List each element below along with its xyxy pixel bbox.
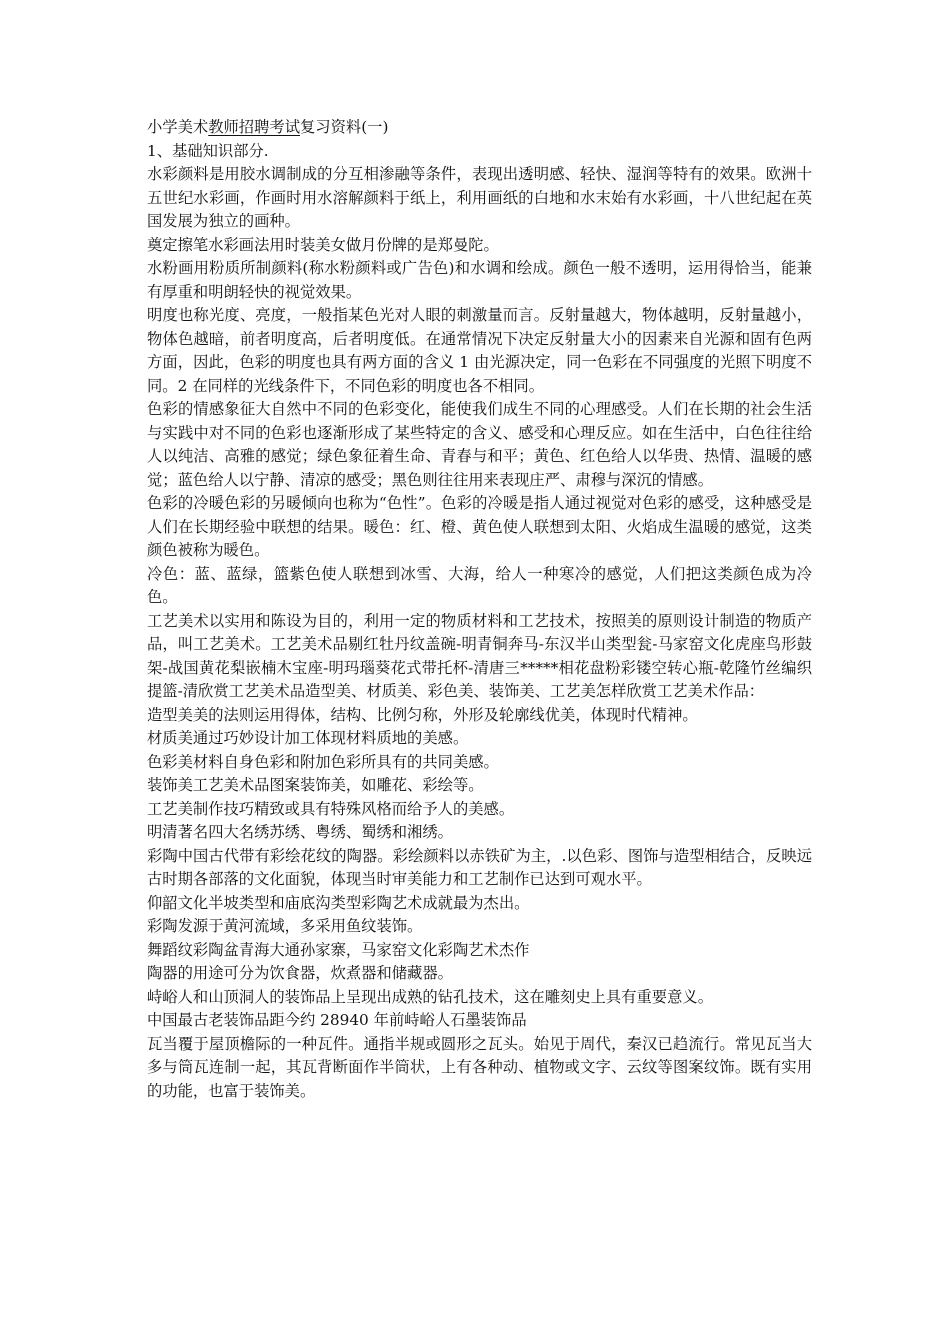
- document-title: [147, 116, 812, 140]
- paragraph: 工艺美制作技巧精致或具有特殊风格而给予人的美感。: [147, 799, 515, 818]
- paragraph: 材质美通过巧妙设计加工体现材料质地的美感。: [147, 729, 469, 747]
- paragraph: 中国最古老装饰品距今约 28940 年前峙峪人石墨装饰品: [147, 1011, 527, 1029]
- paragraph: 彩陶发源于黄河流域，多采用鱼纹装饰。: [147, 917, 423, 935]
- paragraph: 明度也称光度、亮度，一般指某色光对人眼的刺激量而言。反射量越大，物体越明，反射量越小，物体色越暗，前者明度高，后者明度低。在通常情况下决定反射量大小的因素来自光源和固有色两方面，因此，色彩的明度也具有两方面的含义 1 由光源决定，同一色彩在不同强度的光照下明度不同。2 在同样的光线条件下，不同色彩的明度也各不相同。: [147, 306, 812, 395]
- document-body: [147, 116, 812, 1103]
- paragraph: 奠定擦笔水彩画法用时装美女做月份牌的是郑曼陀。: [147, 235, 499, 254]
- paragraph: 瓦当覆于屋顶檐际的一种瓦件。通指半规或圆形之瓦头。始见于周代，秦汉已趋流行。常见瓦当大多与筒瓦连制一起，其瓦背断面作半筒状，上有各种动、植物或文字、云纹等图案纹饰。既有实用的功能，也富于装饰美。: [147, 1034, 812, 1100]
- paragraph: 色彩的冷暖色彩的另暖倾向也称为“色性”。色彩的冷暖是指人通过视觉对色彩的感受，这种感受是人们在长期经验中联想的结果。暖色：红、橙、黄色使人联想到太阳、火焰成生温暖的感觉，这类颜色被称为暖色。: [147, 494, 812, 559]
- paragraph: 工艺美术以实用和陈设为目的，利用一定的物质材料和工艺技术，按照美的原则设计制造的物质产品，叫工艺美术。工艺美术品剔红牡丹纹盖碗-明青铜奔马-东汉半山类型瓮-马家窑文化虎座鸟形鼓架-战国黄花梨嵌楠木宝座-明玛瑙葵花式带托杯-清唐三*****相花盘粉彩镂空转心瓶-乾隆竹丝编织提篮-清欣赏工艺美术品造型美、材质美、彩色美、装饰美、工艺美怎样欣赏工艺美术作品：: [147, 611, 812, 700]
- paragraph: 造型美美的法则运用得体，结构、比例匀称，外形及轮廓线优美，体现时代精神。: [147, 705, 698, 724]
- paragraph: 仰韶文化半坡类型和庙底沟类型彩陶艺术成就最为杰出。: [147, 893, 530, 912]
- paragraph: 舞蹈纹彩陶盆青海大通孙家寨，马家窑文化彩陶艺术杰作: [147, 940, 530, 959]
- paragraph: 装饰美工艺美术品图案装饰美，如雕花、彩绘等。: [147, 776, 484, 794]
- title-prefix: 小学美术: [147, 118, 209, 136]
- section-heading: 1、基础知识部分.: [147, 141, 269, 160]
- paragraph: 峙峪人和山顶洞人的装饰品上呈现出成熟的钻孔技术，这在雕刻史上具有重要意义。: [147, 987, 713, 1006]
- paragraph: 明清著名四大名绣苏绣、粤绣、蜀绣和湘绣。: [147, 823, 453, 841]
- paragraph: 水粉画用粉质所制颜料(称水粉颜料或广告色)和水调和绘成。颜色一般不透明，运用得恰当，能兼有厚重和明朗轻快的视觉效果。: [147, 259, 812, 301]
- title-underlined-link[interactable]: 教师招聘考试: [208, 118, 300, 136]
- paragraph: 色彩的情感象征大自然中不同的色彩变化，能使我们成生不同的心理感受。人们在长期的社会生活与实践中对不同的色彩也逐渐形成了某些特定的含义、感受和心理反应。如在生活中，白色往往给人以纯洁、高雅的感觉；绿色象征着生命、青春与和平；黄色、红色给人以华贵、热情、温暖的感觉；蓝色给人以宁静、清凉的感受；黑色则往往用来表现庄严、肃穆与深沉的情感。: [147, 400, 812, 489]
- paragraph: 彩陶中国古代带有彩绘花纹的陶器。彩绘颜料以赤铁矿为主，.以色彩、图饰与造型相结合，反映远古时期各部落的文化面貌，体现当时审美能力和工艺制作已达到可观水平。: [147, 846, 812, 888]
- paragraph: 水彩颜料是用胶水调制成的分互相渗融等条件，表现出透明感、轻快、湿润等特有的效果。欧洲十五世纪水彩画，作画时用水溶解颜料于纸上，利用画纸的白地和水末始有水彩画，十八世纪起在英国发展为独立的画种。: [147, 165, 812, 230]
- paragraph: 陶器的用途可分为饮食器，炊煮器和储藏器。: [147, 964, 453, 982]
- paragraph: 色彩美材料自身色彩和附加色彩所具有的共同美感。: [147, 752, 499, 771]
- paragraph: 冷色：蓝、蓝绿，篮紫色使人联想到冰雪、大海，给人一种寒冷的感觉，人们把这类颜色成为冷色。: [147, 564, 812, 606]
- title-suffix: 复习资料(一): [300, 118, 389, 136]
